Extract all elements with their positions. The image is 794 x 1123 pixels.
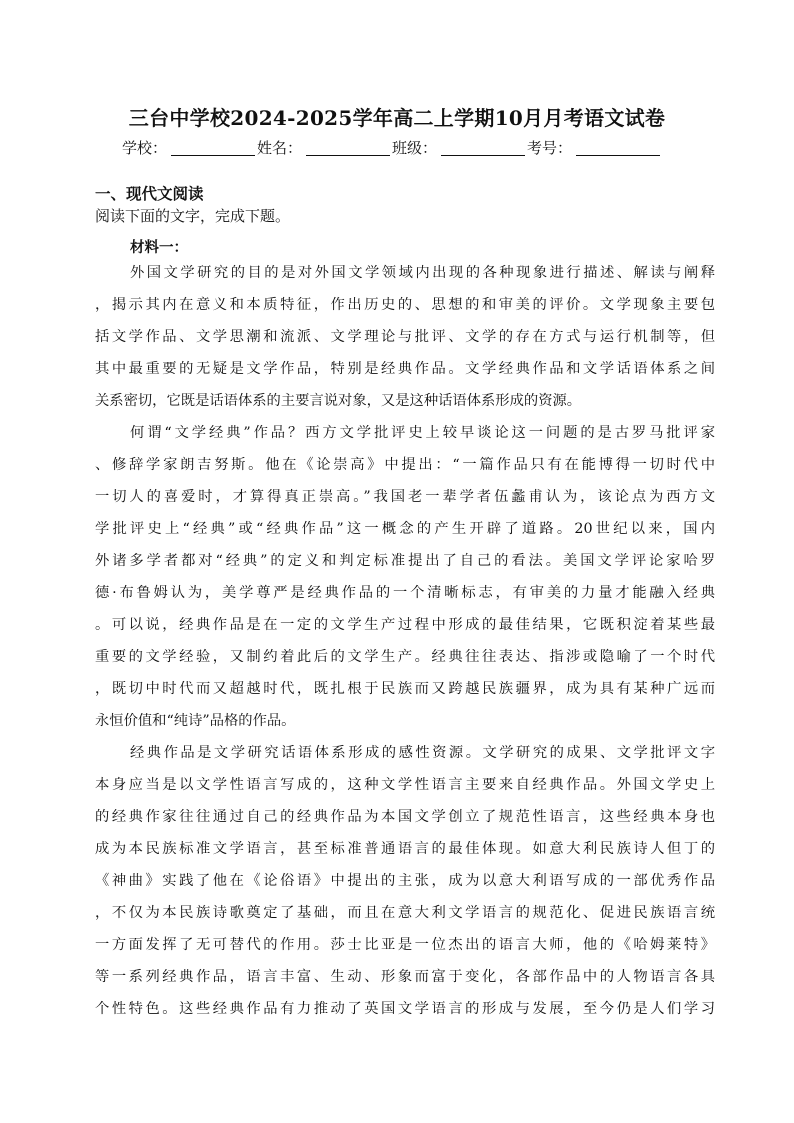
text-line: 重要的文学经验，又制约着此后的文学生产。经典往往表达、指涉或隐喻了一个时代 xyxy=(95,649,715,665)
section-heading: 一、现代文阅读 xyxy=(95,185,204,203)
text-line: 外诸多学者都对“经典”的定义和判定标准提出了自己的看法。美国文学评论家哈罗 xyxy=(95,553,715,569)
text-line: 何谓“文学经典”作品？西方文学批评史上较早谈论这一问题的是古罗马批评家 xyxy=(130,425,715,441)
text-line: 一方面发挥了无可替代的作用。莎士比亚是一位杰出的语言大师，他的《哈姆莱特》 xyxy=(95,937,715,953)
text-line: 永恒价值和“纯诗”品格的作品。 xyxy=(95,713,296,729)
name-label: 姓名： xyxy=(257,139,303,157)
text-line: 等一系列经典作品，语言丰富、生动、形象而富于变化，各部作品中的人物语言各具 xyxy=(95,969,715,985)
text-line: 《神曲》实践了他在《论俗语》中提出的主张，成为以意大利语写成的一部优秀作品 xyxy=(95,873,715,889)
school-label: 学校： xyxy=(122,139,168,157)
exam-title: 三台中学校2024-2025学年高二上学期10月月考语文试卷 xyxy=(128,106,666,130)
text-line: 括文学作品、文学思潮和流派、文学理论与批评、文学的存在方式与运行机制等，但 xyxy=(95,329,715,345)
text-line: 本身应当是以文学性语言写成的，这种文学性语言主要来自经典作品。外国文学史上 xyxy=(95,777,715,793)
section-instruction: 阅读下面的文字，完成下题。 xyxy=(95,207,291,225)
text-line: ，既切中时代而又超越时代，既扎根于民族而又跨越民族疆界，成为具有某种广远而 xyxy=(95,681,715,697)
exam-number-label: 考号： xyxy=(527,139,573,157)
text-line: ，揭示其内在意义和本质特征，作出历史的、思想的和审美的评价。文学现象主要包 xyxy=(95,297,715,313)
class-blank[interactable] xyxy=(441,139,525,156)
text-line: 经典作品是文学研究话语体系形成的感性资源。文学研究的成果、文学批评文字 xyxy=(130,745,715,761)
text-line: 德·布鲁姆认为，美学尊严是经典作品的一个清晰标志，有审美的力量才能融入经典 xyxy=(95,585,715,601)
text-line: 关系密切，它既是话语体系的主要言说对象，又是这种话语体系形成的资源。 xyxy=(95,393,582,409)
text-line: 其中最重要的无疑是文学作品，特别是经典作品。文学经典作品和文学话语体系之间 xyxy=(95,361,715,377)
text-line: 个性特色。这些经典作品有力推动了英国文学语言的形成与发展，至今仍是人们学习 xyxy=(95,1001,715,1017)
material-label: 材料一： xyxy=(130,239,188,256)
text-line: 的经典作家往往通过自己的经典作品为本国文学创立了规范性语言，这些经典本身也 xyxy=(95,809,715,825)
text-line: 成为本民族标准文学语言，甚至标准普通语言的最佳体现。如意大利民族诗人但丁的 xyxy=(95,841,715,857)
exam-number-blank[interactable] xyxy=(576,139,660,156)
text-line: 。可以说，经典作品是在一定的文学生产过程中形成的最佳结果，它既积淀着某些最 xyxy=(95,617,715,633)
text-line: ，不仅为本民族诗歌奠定了基础，而且在意大利文学语言的规范化、促进民族语言统 xyxy=(95,905,715,921)
text-line: 、修辞学家朗吉努斯。他在《论崇高》中提出：“一篇作品只有在能博得一切时代中 xyxy=(95,457,715,473)
class-label: 班级： xyxy=(392,139,438,157)
text-line: 外国文学研究的目的是对外国文学领域内出现的各种现象进行描述、解读与阐释 xyxy=(130,265,715,281)
school-blank[interactable] xyxy=(171,139,255,156)
name-blank[interactable] xyxy=(306,139,390,156)
text-line: 学批评史上“经典”或“经典作品”这一概念的产生开辟了道路。20世纪以来，国内 xyxy=(95,521,715,537)
student-info-row xyxy=(122,136,662,158)
text-line: 一切人的喜爱时，才算得真正崇高。”我国老一辈学者伍蠡甫认为，该论点为西方文 xyxy=(95,489,715,505)
